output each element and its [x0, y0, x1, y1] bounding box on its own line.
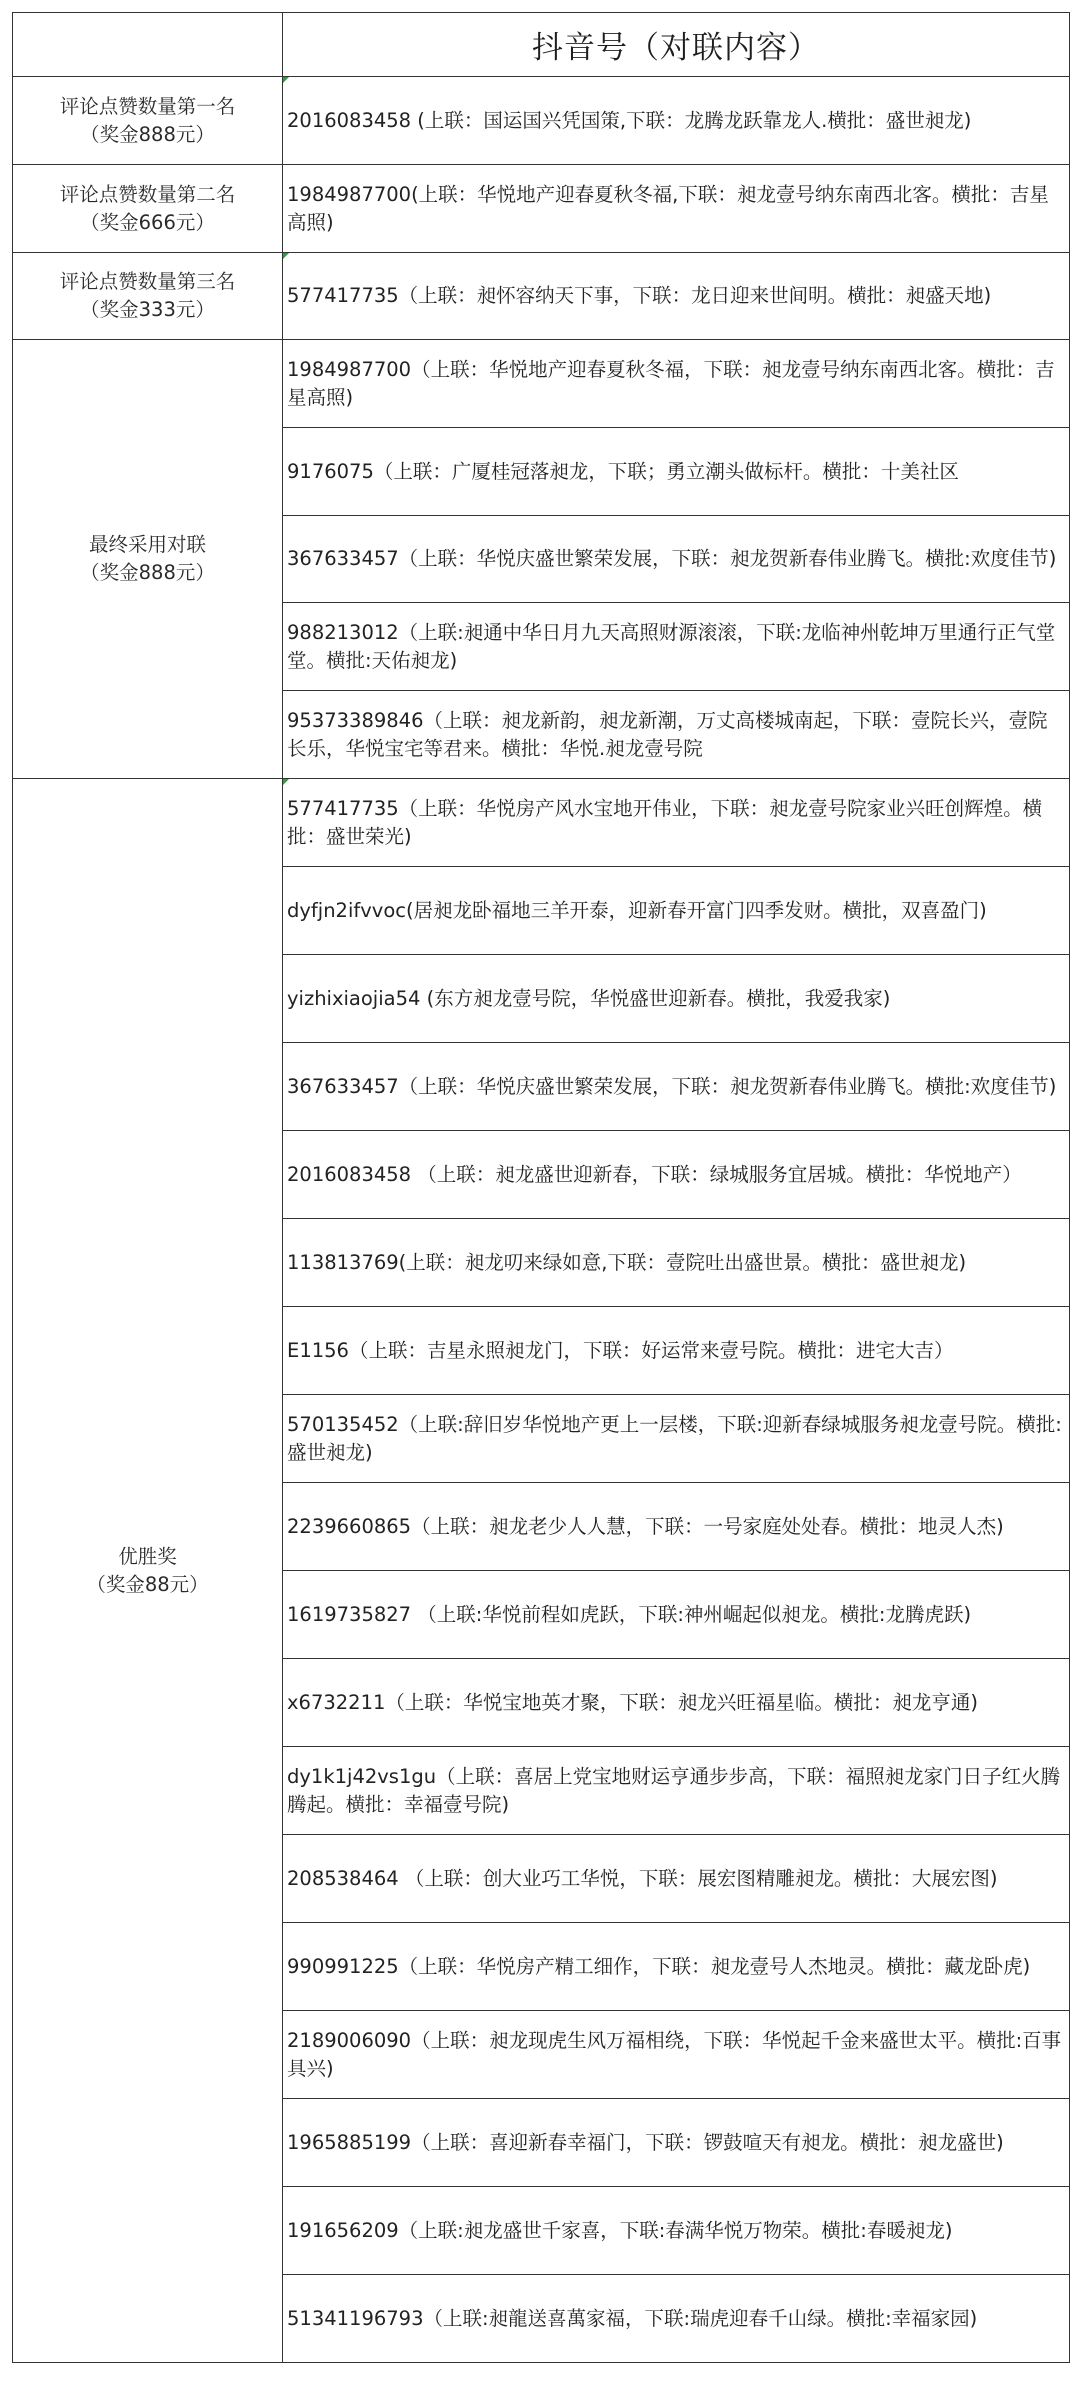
entry-text: 51341196793（上联:昶龍送喜萬家福，下联:瑞虎迎春千山绿。横批:幸福家园) — [287, 2306, 978, 2330]
category-cell-first-place — [13, 77, 283, 165]
table-row — [13, 77, 1070, 165]
category-prize: （奖金888元） — [80, 561, 215, 584]
table-row — [13, 340, 1070, 428]
entry-text: 988213012（上联:昶通中华日月九天高照财源滚滚，下联:龙临神州乾坤万里通行正气堂堂。横批:天佑昶龙) — [287, 620, 1056, 672]
entry-cell — [283, 2011, 1070, 2099]
entry-text: 1984987700（上联：华悦地产迎春夏秋冬福，下联：昶龙壹号纳东南西北客。横批：吉星高照) — [287, 357, 1055, 409]
entry-cell — [283, 1395, 1070, 1483]
header-category-cell — [13, 13, 283, 77]
entry-text: 577417735（上联：昶怀容纳天下事，下联：龙日迎来世间明。横批：昶盛天地) — [287, 284, 992, 307]
entry-text: 570135452（上联:辞旧岁华悦地产更上一层楼，下联:迎新春绿城服务昶龙壹号院。横批:盛世昶龙) — [287, 1412, 1062, 1464]
entry-cell — [283, 2275, 1070, 2363]
entry-text: 9176075（上联：广厦桂冠落昶龙，下联；勇立潮头做标杆。横批：十美社区 — [287, 459, 959, 483]
entry-cell — [283, 77, 1070, 165]
entry-cell — [283, 1483, 1070, 1571]
entry-text: 367633457（上联：华悦庆盛世繁荣发展，下联：昶龙贺新春伟业腾飞。横批:欢度佳节) — [287, 1074, 1057, 1098]
entry-text: 2239660865（上联：昶龙老少人人慧，下联：一号家庭处处春。横批：地灵人杰) — [287, 1514, 1004, 1538]
entry-cell — [283, 603, 1070, 691]
category-name: 评论点赞数量第三名 — [59, 270, 236, 293]
entry-text: 1619735827 （上联:华悦前程如虎跃，下联:神州崛起似昶龙。横批:龙腾虎跃) — [287, 1602, 972, 1626]
entry-cell — [283, 1659, 1070, 1747]
table-row — [13, 165, 1070, 253]
entry-text: 208538464 （上联：创大业巧工华悦，下联：展宏图精雕昶龙。横批：大展宏图) — [287, 1866, 998, 1890]
entry-text: 191656209（上联:昶龙盛世千家喜，下联:春满华悦万物荣。横批:春暖昶龙) — [287, 2218, 953, 2242]
entry-cell — [283, 165, 1070, 253]
entry-cell — [283, 1747, 1070, 1835]
comment-marker-icon — [283, 253, 289, 259]
comment-marker-icon — [283, 779, 289, 785]
entry-text: 95373389846（上联：昶龙新韵，昶龙新潮，万丈高楼城南起，下联：壹院长兴，壹院长乐，华悦宝宅等君来。横批：华悦.昶龙壹号院 — [287, 708, 1048, 760]
entry-text: yizhixiaojia54 (东方昶龙壹号院，华悦盛世迎新春。横批，我爱我家) — [287, 986, 891, 1010]
entry-text: 367633457（上联：华悦庆盛世繁荣发展，下联：昶龙贺新春伟业腾飞。横批:欢度佳节) — [287, 547, 1057, 570]
entry-text: x6732211（上联：华悦宝地英才聚，下联：昶龙兴旺福星临。横批：昶龙亨通) — [287, 1690, 978, 1714]
category-cell-third-place — [13, 253, 283, 340]
entry-cell — [283, 1835, 1070, 1923]
entry-cell — [283, 691, 1070, 779]
entry-text: E1156（上联：吉星永照昶龙门，下联：好运常来壹号院。横批：进宅大吉） — [287, 1338, 954, 1362]
entry-text: 2189006090（上联：昶龙现虎生风万福相绕，下联：华悦起千金来盛世太平。横批:百事具兴) — [287, 2028, 1062, 2080]
category-cell-final-adopted — [13, 340, 283, 779]
comment-marker-icon — [283, 77, 289, 83]
entry-cell — [283, 253, 1070, 340]
category-prize: （奖金88元） — [86, 1572, 209, 1596]
entry-cell — [283, 955, 1070, 1043]
category-prize: （奖金666元） — [80, 210, 215, 234]
category-prize: （奖金888元） — [80, 122, 215, 146]
entry-cell — [283, 779, 1070, 867]
entry-cell — [283, 1571, 1070, 1659]
category-cell-excellence-award — [13, 779, 283, 2363]
entry-text: 2016083458 (上联：国运国兴凭国策,下联：龙腾龙跃靠龙人.横批：盛世昶龙) — [287, 108, 972, 132]
entry-text: dy1k1j42vs1gu（上联：喜居上党宝地财运亨通步步高，下联：福照昶龙家门日子红火腾腾起。横批：幸福壹号院) — [287, 1764, 1061, 1816]
entry-cell — [283, 1923, 1070, 2011]
entry-cell — [283, 1219, 1070, 1307]
header-row — [13, 13, 1070, 77]
entry-cell — [283, 867, 1070, 955]
entry-text: 990991225（上联：华悦房产精工细作，下联：昶龙壹号人杰地灵。横批：藏龙卧虎) — [287, 1954, 1031, 1978]
entry-cell — [283, 340, 1070, 428]
category-prize: （奖金333元） — [80, 298, 215, 321]
table-row — [13, 253, 1070, 340]
awards-table — [12, 12, 1070, 2363]
category-name: 优胜奖 — [118, 1544, 177, 1568]
entry-text: 577417735（上联：华悦房产风水宝地开伟业，下联：昶龙壹号院家业兴旺创辉煌。横批：盛世荣光) — [287, 796, 1043, 848]
category-name: 最终采用对联 — [88, 533, 206, 556]
entry-cell — [283, 1307, 1070, 1395]
entry-cell — [283, 2099, 1070, 2187]
entry-text: 113813769(上联：昶龙叨来绿如意,下联：壹院吐出盛世景。横批：盛世昶龙) — [287, 1250, 967, 1274]
entry-cell — [283, 516, 1070, 603]
entry-cell — [283, 428, 1070, 516]
category-name: 评论点赞数量第二名 — [59, 182, 236, 206]
category-cell-second-place — [13, 165, 283, 253]
entry-text: 1965885199（上联：喜迎新春幸福门，下联：锣鼓喧天有昶龙。横批：昶龙盛世) — [287, 2130, 1004, 2154]
header-title: 抖音号（对联内容） — [283, 13, 1070, 77]
entry-text: 2016083458 （上联：昶龙盛世迎新春，下联：绿城服务宜居城。横批：华悦地产） — [287, 1162, 1022, 1186]
entry-text: 1984987700(上联：华悦地产迎春夏秋冬福,下联：昶龙壹号纳东南西北客。横批：吉星高照) — [287, 182, 1049, 234]
category-name: 评论点赞数量第一名 — [59, 94, 236, 118]
table-row — [13, 779, 1070, 867]
entry-text: dyfjn2ifvvoc(居昶龙卧福地三羊开泰，迎新春开富门四季发财。横批，双喜盈门) — [287, 898, 987, 922]
entry-cell — [283, 1131, 1070, 1219]
entry-cell — [283, 1043, 1070, 1131]
entry-cell — [283, 2187, 1070, 2275]
